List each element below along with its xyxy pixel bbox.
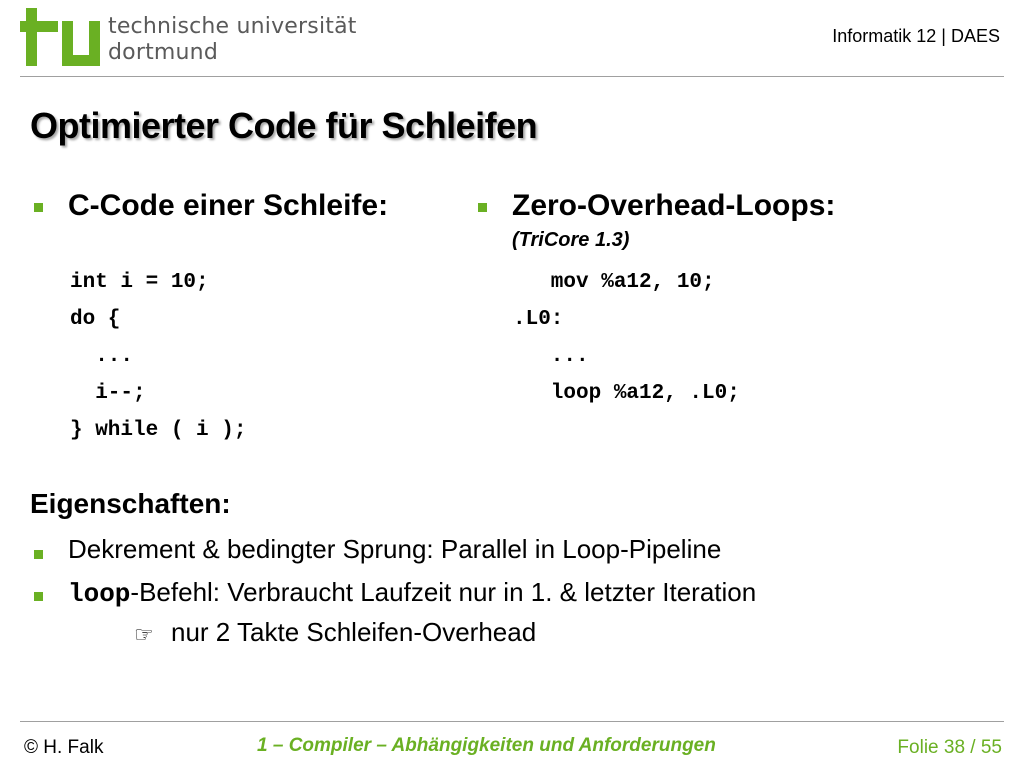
tu-logo-icon [20, 8, 100, 66]
pointing-hand-icon: ☞ [134, 622, 154, 647]
property-item-2 [68, 577, 756, 609]
header-label: Informatik 12 | DAES [832, 26, 1000, 46]
slide-title: Optimierter Code für Schleifen [30, 105, 538, 146]
c-code-line: do { [70, 308, 121, 331]
footer-chapter: 1 – Compiler – Abhängigkeiten und Anforderungen [257, 735, 716, 756]
property-item-1: Dekrement & bedingter Sprung: Parallel in Loop-Pipeline [68, 534, 722, 564]
asm-code-line: ... [513, 345, 589, 368]
c-code-line: ... [70, 345, 134, 368]
asm-code-line: mov %a12, 10; [513, 271, 715, 294]
bullet-icon [34, 546, 43, 564]
university-name-line1: technische universität [108, 14, 357, 39]
university-name-line2: dortmund [108, 40, 218, 65]
header-divider [20, 76, 1004, 77]
asm-code-line: .L0: [513, 308, 564, 331]
c-code-line: int i = 10; [70, 271, 209, 294]
property-item-2-text: -Befehl: Verbraucht Laufzeit nur in 1. & letzter Iteration [130, 577, 757, 607]
c-code-block [70, 264, 246, 449]
bullet-icon [34, 588, 43, 606]
right-column-subheading: (TriCore 1.3) [512, 229, 630, 251]
c-code-line: i--; [70, 382, 146, 405]
left-column-heading: C-Code einer Schleife: [68, 189, 389, 222]
right-column-heading: Zero-Overhead-Loops: [512, 189, 836, 222]
properties-heading: Eigenschaften: [30, 488, 231, 519]
footer-author: © H. Falk [24, 737, 104, 758]
bullet-right-icon [478, 199, 487, 217]
footer-slide-number: Folie 38 / 55 [897, 737, 1002, 758]
property-note: nur 2 Takte Schleifen-Overhead [171, 617, 537, 647]
university-name [108, 14, 357, 66]
loop-keyword: loop [68, 579, 131, 609]
bullet-left-icon [34, 199, 43, 217]
c-code-line: } while ( i ); [70, 419, 247, 442]
footer-divider [20, 721, 1004, 722]
asm-code-block [513, 264, 740, 412]
asm-code-line: loop %a12, .L0; [513, 382, 740, 405]
